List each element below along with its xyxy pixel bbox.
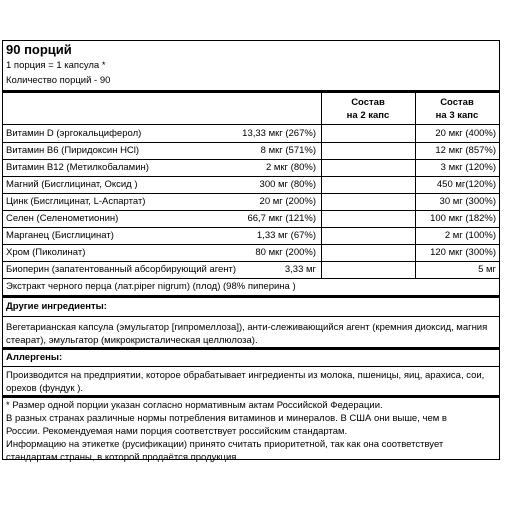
supplement-facts-label [2,40,500,463]
nutrient-name: Цинк (Бисглицинат, L-Аспартат) [6,196,146,207]
divider-thick [3,90,499,93]
column-header-3-caps [415,96,499,122]
amount-3-caps: 20 мкг (400%) [435,128,496,139]
divider-thick [3,347,499,350]
amount-3-caps: 120 мкг (300%) [430,247,496,258]
extract-row: Экстракт черного перца (лат.piper nigrum) (плод) (98% пиперина ) [6,281,296,292]
column-header-3-line1: Состав [440,97,474,108]
nutrient-name: Магний (Бисглицинат, Оксид ) [6,179,138,190]
nutrient-name: Селен (Селенометионин) [6,213,119,224]
amount-3-caps: 30 мг (300%) [439,196,496,207]
allergens-heading: Аллергены: [6,352,63,363]
other-ingredients-text: Вегетарианская капсула (эмульгатор [гипромеллоза]), анти-слеживающийся агент (кремния диоксид, магния стеарат), эмульгатор (микрокристалическая целлюлоза). [6,322,488,346]
nutrient-name: Витамин D (эргокальциферол) [6,128,142,139]
column-header-3-line2: на 3 капс [435,110,479,121]
column-header-2-line1: Состав [351,97,385,108]
amount-3-caps: 2 мг (100%) [444,230,496,241]
servings-title: 90 порций [6,42,72,57]
row-divider [3,244,499,245]
amount-2-caps: 20 мг (200%) [259,196,316,207]
amount-2-caps: 1,33 мг (67%) [256,230,316,241]
amount-2-caps: 66,7 мкг (121%) [247,213,316,224]
amount-3-caps: 12 мкг (857%) [435,145,496,156]
column-header-2-line2: на 2 капс [346,110,390,121]
footnote-line: * Размер одной порции указан согласно нормативным актам Российской Федерации. [6,400,383,411]
amount-3-caps: 5 мг [478,264,496,275]
amount-3-caps: 450 мг(120%) [436,179,496,190]
nutrient-name: Витамин B6 (Пиридоксин HCl) [6,145,140,156]
row-divider [3,261,499,262]
footnote-line: стандартам страны, в которой продаётся продукция. [6,452,240,463]
row-divider [3,316,499,317]
nutrient-name: Марганец (Бисглицинат) [6,230,114,241]
row-divider [3,176,499,177]
footnote-line: России. Рекомендуемая нами порция соответствует российским стандартам. [6,426,348,437]
amount-3-caps: 100 мкг (182%) [430,213,496,224]
nutrient-name: Биоперин (запатентованный абсорбирующий агент) [6,264,237,275]
footnote-line: Информацию на этикетке (русификации) принято считать приоритетной, так как она соответствует [6,439,444,450]
amount-2-caps: 3,33 мг [284,264,316,275]
row-divider [3,227,499,228]
row-divider [3,366,499,367]
footnote-line: В разных странах различные нормы потребления витаминов и минералов. В США они выше, чем в [6,413,447,424]
nutrient-name: Витамин B12 (Метилкобаламин) [6,162,149,173]
divider-thick [3,295,499,298]
row-divider [3,278,499,279]
amount-2-caps: 13,33 мкг (267%) [242,128,316,139]
amount-2-caps: 300 мг (80%) [259,179,316,190]
divider-thick [3,395,499,398]
amount-2-caps: 2 мкг (80%) [265,162,316,173]
nutrient-name: Хром (Пиколинат) [6,247,86,258]
amount-2-caps: 80 мкг (200%) [255,247,316,258]
serving-size: 1 порция = 1 капсула * [6,60,106,71]
row-divider [3,142,499,143]
amount-3-caps: 3 мкг (120%) [440,162,496,173]
row-divider [3,159,499,160]
footnote [6,399,496,464]
row-divider [3,124,499,125]
allergens-text: Производится на предприятии, которое обрабатывает ингредиенты из молока, пшеницы, яиц, арахиса, сои, орехов (фундук ). [6,370,485,394]
servings-count: Количество порций - 90 [6,75,111,86]
amount-2-caps: 8 мкг (571%) [260,145,316,156]
row-divider [3,193,499,194]
column-header-2-caps [321,96,415,122]
row-divider [3,210,499,211]
other-ingredients-heading: Другие ингредиенты: [6,301,107,312]
